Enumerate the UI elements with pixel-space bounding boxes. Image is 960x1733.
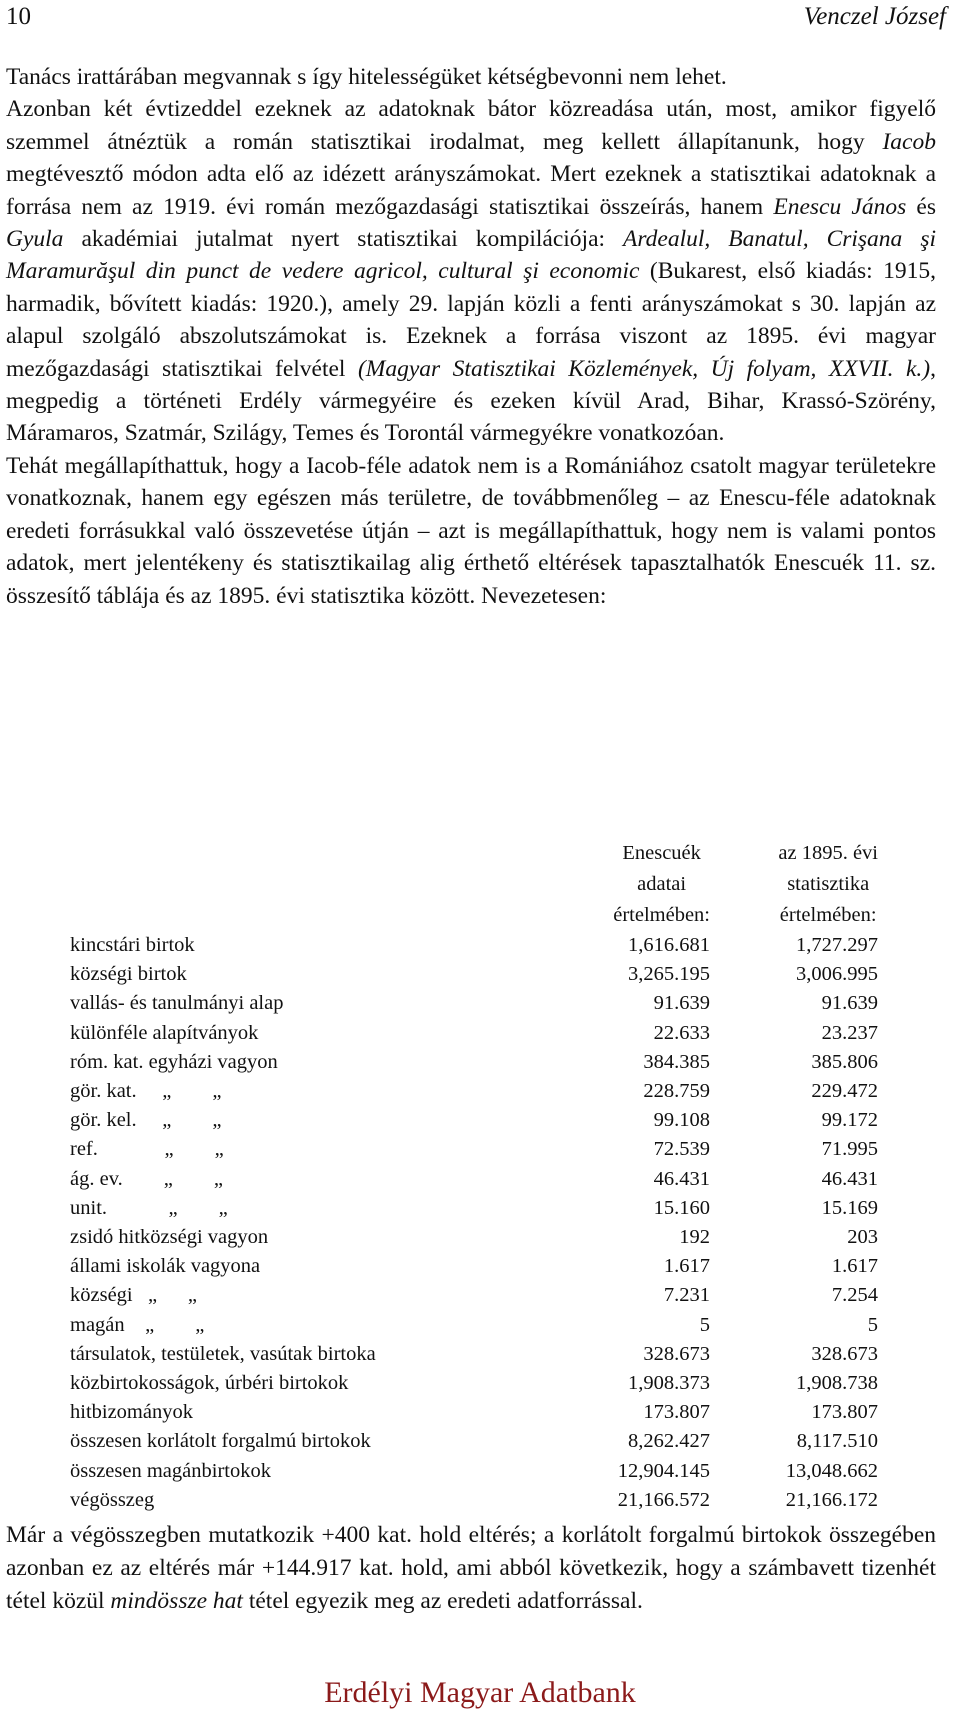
row-label: összesen korlátolt forgalmú birtokok (70, 1430, 371, 1453)
value-1895: 71.995 (821, 1138, 878, 1161)
italic-title: Ardealul, Banatul, Crişana şi Maramurăşul din punct de vedere agricol, cultural şi economic (6, 226, 936, 285)
row-label: különféle alapítványok (70, 1021, 259, 1044)
value-enescu: 12,904.145 (617, 1459, 710, 1482)
italic-emphasis: mindössze hat (110, 1587, 243, 1614)
table-row (70, 989, 878, 1018)
italic-name: Gyula (6, 226, 64, 253)
row-label: községi „ „ (70, 1284, 197, 1307)
row-label: zsidó hitközségi vagyon (70, 1226, 269, 1249)
value-1895: 15.169 (821, 1196, 878, 1219)
value-1895: 1,727.297 (796, 934, 878, 956)
value-1895: 1,908.738 (796, 1372, 878, 1395)
table-row (70, 1369, 878, 1398)
value-enescu: 21,166.572 (617, 1488, 710, 1511)
row-label: unit. „ „ (70, 1196, 228, 1219)
value-1895: 46.431 (821, 1167, 878, 1190)
value-enescu: 99.108 (653, 1109, 710, 1132)
value-enescu: 91.639 (653, 992, 710, 1015)
value-enescu: 46.431 (653, 1167, 710, 1190)
row-label: vallás- és tanulmányi alap (70, 992, 284, 1015)
header-line: értelmében: (779, 904, 877, 926)
row-label: társulatok, testületek, vasútak birtoka (70, 1342, 376, 1365)
value-enescu: 228.759 (643, 1080, 710, 1103)
paragraph-conclusion (6, 450, 936, 612)
row-label: ág. ev. „ „ (70, 1167, 223, 1190)
text-span: , megpedig a történeti Erdély vármegyéire és ezeken kívül Arad, Bihar, Krassó-Szörény, Máramaros, Szatmár, Szilágy, Temes és Torontál vármegyékre vonatkozóan. (6, 355, 936, 447)
text-span: Már a végösszegben mutatkozik +400 kat. hold eltérés; a korlátolt forgalmú birtokok összegében azonban ez az eltérés már +144.917 kat. hold, ami abból következik, hogy a számbavett tizenhét tétel közül (6, 1522, 936, 1614)
value-enescu: 72.539 (653, 1138, 710, 1161)
value-enescu: 1,616.681 (628, 934, 710, 956)
row-label: községi birtok (70, 963, 187, 986)
table-row (70, 1457, 878, 1486)
table-header-row (70, 838, 878, 931)
value-1895: 99.172 (821, 1109, 878, 1132)
page-header (6, 0, 946, 40)
row-label: hitbizományok (70, 1401, 193, 1424)
table-row (70, 1486, 878, 1515)
row-label: állami iskolák vagyona (70, 1255, 261, 1278)
value-enescu: 192 (679, 1226, 710, 1249)
value-1895: 1.617 (831, 1255, 878, 1278)
table-row (70, 931, 878, 960)
text-span: (Bukarest, első kiadás: 1915, harmadik, bővített kiadás: 1920.), amely 29. lapján közli a fenti arányszámokat s 30. lapján az alapul szolgáló abszolutszámokat is. Ezeknek a forrása viszont az 1895. évi magyar mezőgazdasági statisztikai felvétel (6, 258, 937, 382)
italic-citation: (Magyar Statisztikai Közlemények, Új folyam, XXVII. k.) (357, 355, 931, 382)
header-line: adatai (637, 873, 687, 895)
text-span: és (906, 193, 937, 220)
value-enescu: 8,262.427 (628, 1430, 710, 1453)
table-row (70, 1048, 878, 1077)
value-enescu: 7.231 (663, 1284, 710, 1307)
text-span: Tanács irattárában megvannak s így hitelességüket kétségbevonni nem lehet. (6, 64, 727, 90)
value-1895: 13,048.662 (785, 1459, 878, 1482)
value-1895: 229.472 (811, 1080, 878, 1103)
value-enescu: 384.385 (643, 1050, 710, 1073)
table-row (70, 1194, 878, 1223)
table-row (70, 960, 878, 989)
value-1895: 5 (867, 1313, 878, 1336)
value-enescu: 3,265.195 (628, 963, 710, 986)
table-row (70, 1223, 878, 1252)
value-1895: 385.806 (811, 1050, 878, 1073)
header-line: Enescuék (622, 842, 701, 864)
value-1895: 91.639 (821, 992, 878, 1015)
value-enescu: 173.807 (643, 1401, 710, 1424)
table-row (70, 1311, 878, 1340)
value-1895: 7.254 (831, 1284, 878, 1307)
row-label: összesen magánbirtokok (70, 1459, 271, 1482)
value-enescu: 1.617 (663, 1255, 710, 1278)
value-enescu: 328.673 (643, 1342, 710, 1365)
header-line: statisztika (787, 873, 870, 895)
table-row (70, 1340, 878, 1369)
body-text-top (6, 61, 936, 612)
value-1895: 203 (847, 1226, 878, 1249)
value-1895: 3,006.995 (796, 963, 878, 986)
italic-name: Iacob (882, 128, 936, 155)
body-text-bottom (6, 1519, 936, 1617)
value-1895: 21,166.172 (785, 1488, 878, 1511)
table-row (70, 1135, 878, 1164)
value-enescu: 5 (699, 1313, 710, 1336)
row-label: gör. kat. „ „ (70, 1080, 222, 1103)
text-span: tétel egyezik meg az eredeti adatforrással. (242, 1587, 643, 1614)
table-row (70, 1165, 878, 1194)
header-line: az 1895. évi (778, 842, 878, 864)
header-line: értelmében: (613, 904, 710, 926)
page-number: 10 (6, 3, 31, 30)
value-enescu: 1,908.373 (628, 1372, 710, 1395)
row-label: magán „ „ (70, 1313, 205, 1336)
row-label: közbirtokosságok, úrbéri birtokok (70, 1372, 349, 1395)
table-row (70, 1077, 878, 1106)
footer-watermark: Erdélyi Magyar Adatbank (324, 1676, 636, 1709)
table-row (70, 1019, 878, 1048)
column-header-enescu (520, 838, 710, 931)
row-label: gör. kel. „ „ (70, 1109, 222, 1132)
value-1895: 8,117.510 (796, 1430, 878, 1453)
row-label: róm. kat. egyházi vagyon (70, 1050, 278, 1073)
column-header-1895 (710, 838, 878, 931)
paragraph-continued (6, 61, 936, 93)
text-span: Tehát megállapíthattuk, hogy a Iacob-féle adatok nem is a Romániához csatolt magyar területekre vonatkoznak, hanem egy egészen más területre, de továbbmenőleg – az Enescu-féle adatoknak eredeti forrásukkal való összevetése útján – azt is megállapíthattuk, hogy nem is valami pontos adatok, mert jelentékeny és statisztikailag alig érthető eltérések tapasztalhatók Enescuék 11. sz. összesítő táblája és az 1895. évi statisztika között. Nevezetesen: (6, 452, 936, 609)
table-row (70, 1106, 878, 1135)
table-row (70, 1281, 878, 1310)
running-author: Venczel József (803, 3, 946, 30)
text-span: akadémiai jutalmat nyert statisztikai kompilációja: (63, 226, 624, 253)
italic-name: Enescu János (773, 193, 907, 220)
text-span: Azonban két évtizeddel ezeknek az adatoknak bátor közreadása után, most, amikor figyelő szemmel átnéztük a román statisztikai irodalmat, meg kellett állapítanunk, hogy (6, 96, 936, 155)
value-1895: 23.237 (821, 1021, 878, 1044)
paragraph-source-critique (6, 93, 936, 449)
text-span: megtévesztő módon adta elő az idézett arányszámokat. Mert ezeknek a statisztikai adatoknak a forrása nem az 1919. évi román mezőgazdasági statisztikai összeírás, hanem (6, 161, 936, 220)
comparison-table (70, 838, 878, 1515)
value-1895: 173.807 (811, 1401, 878, 1424)
value-1895: 328.673 (811, 1342, 878, 1365)
table-row (70, 1427, 878, 1456)
value-enescu: 15.160 (653, 1196, 710, 1219)
value-enescu: 22.633 (653, 1021, 710, 1044)
paragraph-difference (6, 1519, 936, 1617)
table-row (70, 1398, 878, 1427)
row-label: ref. „ „ (70, 1138, 224, 1161)
row-label: kincstári birtok (70, 934, 195, 956)
row-label: végösszeg (70, 1488, 155, 1511)
table-row (70, 1252, 878, 1281)
